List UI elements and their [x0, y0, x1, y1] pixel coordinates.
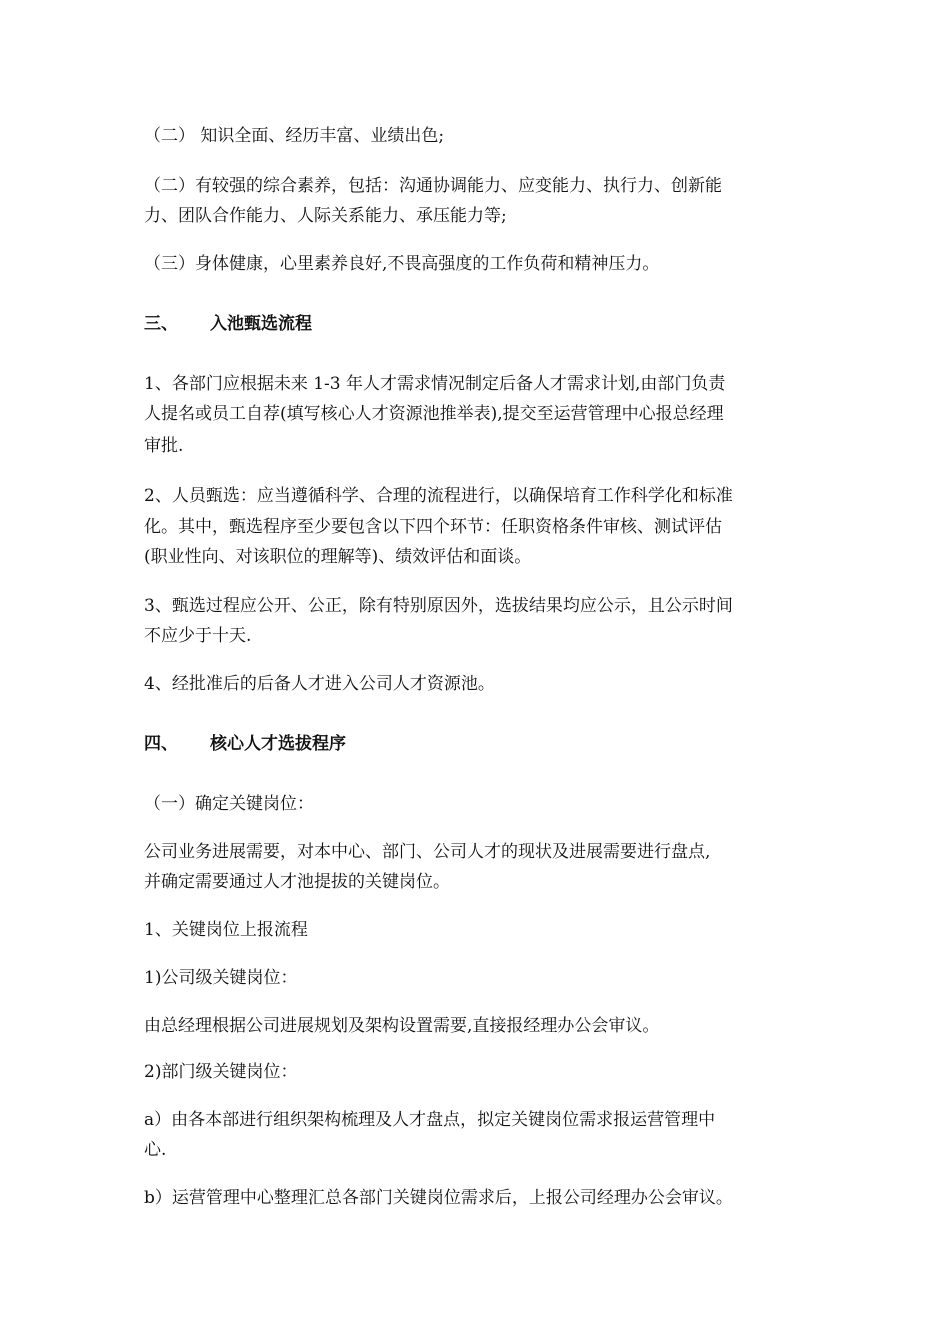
paragraph-plan-line3: 审批. — [144, 436, 184, 456]
paragraph-quality-line1: （二）有较强的综合素养，包括：沟通协调能力、应变能力、执行力、创新能 — [144, 176, 722, 196]
paragraph-report-flow: 1、关键岗位上报流程 — [144, 920, 308, 940]
paragraph-health: （三）身体健康，心里素养良好,不畏高强度的工作负荷和精神压力。 — [144, 254, 660, 274]
section-title: 入池甄选流程 — [210, 314, 312, 334]
paragraph-dept-level: 2)部门级关键岗位： — [144, 1062, 298, 1082]
paragraph-screening-line2: 化。其中，甄选程序至少要包含以下四个环节：任职资格条件审核、测试评估 — [144, 517, 722, 537]
paragraph-publicity-line1: 3、甄选过程应公开、公正，除有特别原因外，选拔结果均应公示，且公示时间 — [144, 596, 733, 616]
paragraph-quality-line2: 力、团队合作能力、人际关系能力、承压能力等; — [144, 206, 507, 226]
section-heading-core-talent — [144, 730, 346, 758]
section-number: 四、 — [144, 734, 178, 754]
paragraph-item-b: b）运营管理中心整理汇总各部门关键岗位需求后，上报公司经理办公会审议。 — [144, 1188, 733, 1208]
paragraph-company-desc: 由总经理根据公司进展规划及架构设置需要,直接报经理办公会审议。 — [144, 1016, 660, 1036]
subheading-key-positions: （一）确定关键岗位： — [144, 794, 314, 814]
paragraph-company-level: 1)公司级关键岗位： — [144, 968, 298, 988]
section-number: 三、 — [144, 314, 178, 334]
paragraph-pool-entry: 4、经批准后的后备人才进入公司人才资源池。 — [144, 674, 495, 694]
section-title: 核心人才选拔程序 — [210, 734, 346, 754]
section-heading-selection-process — [144, 310, 312, 338]
paragraph-item-a-line1: a）由各本部进行组织架构梳理及人才盘点，拟定关键岗位需求报运营管理中 — [144, 1110, 716, 1130]
paragraph-plan-line1: 1、各部门应根据未来 1-3 年人才需求情况制定后备人才需求计划,由部门负责 — [144, 374, 726, 394]
paragraph-publicity-line2: 不应少于十天. — [144, 626, 252, 646]
paragraph-plan-line2: 人提名或员工自荐(填写核心人才资源池推举表),提交至运营管理中心报总经理 — [144, 404, 724, 424]
paragraph-business-line2: 并确定需要通过人才池提拔的关键岗位。 — [144, 872, 450, 892]
paragraph-screening-line3: (职业性向、对该职位的理解等)、绩效评估和面谈。 — [144, 547, 532, 567]
paragraph-screening-line1: 2、人员甄选：应当遵循科学、合理的流程进行，以确保培育工作科学化和标准 — [144, 486, 733, 506]
paragraph-business-line1: 公司业务进展需要，对本中心、部门、公司人才的现状及进展需要进行盘点, — [144, 842, 711, 862]
paragraph-item-a-line2: 心. — [144, 1140, 167, 1160]
paragraph-knowledge: （二） 知识全面、经历丰富、业绩出色; — [144, 126, 445, 146]
